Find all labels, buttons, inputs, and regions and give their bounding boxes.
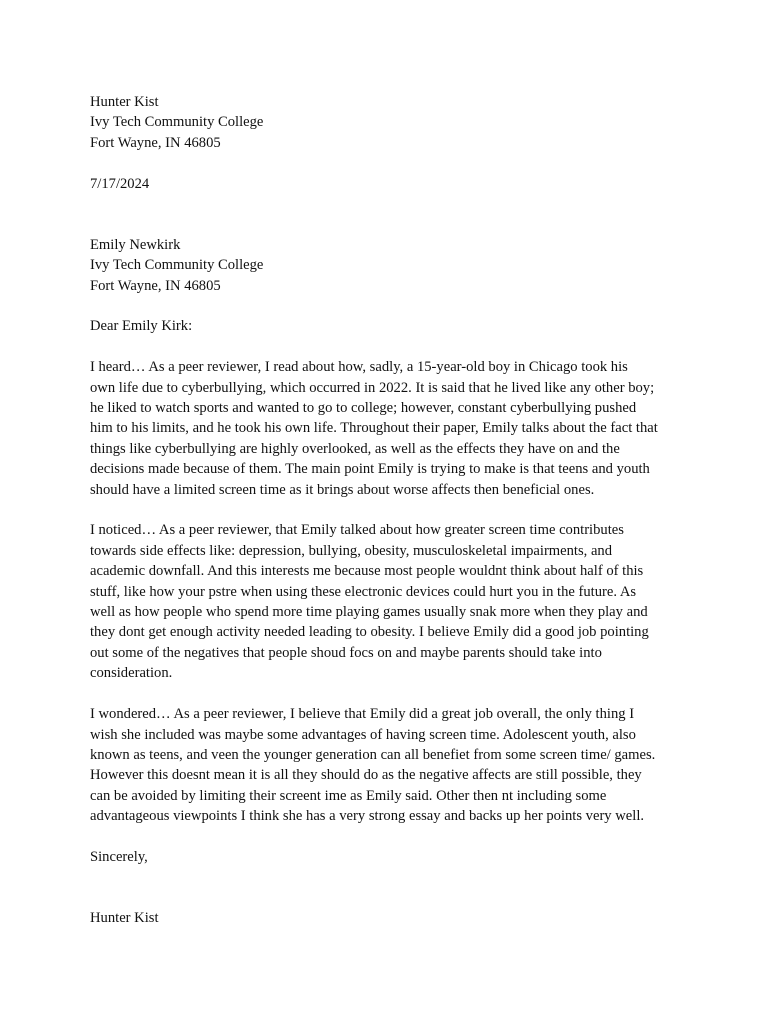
letter-date: 7/17/2024	[90, 175, 150, 192]
paragraph-line: out some of the negatives that people shoud focs on and maybe parents should take into	[90, 644, 602, 661]
paragraph-line: things like cyberbullying are highly overlooked, as well as the effects they have on and the	[90, 440, 620, 457]
paragraph-line: well as how people who spend more time playing games usually snak more when they play and	[90, 604, 648, 621]
sender-name: Hunter Kist	[90, 94, 159, 110]
paragraph-i-wondered	[90, 704, 682, 826]
paragraph-line: I heard… As a peer reviewer, I read about how, sadly, a 15-year-old boy in Chicago took his	[90, 359, 628, 376]
signature-name: Hunter Kist	[90, 910, 159, 927]
letter-body	[90, 92, 682, 929]
paragraph-line: I noticed… As a peer reviewer, that Emily talked about how greater screen time contributes	[90, 522, 624, 539]
paragraph-line: can be avoided by limiting their screent ime as Emily said. Other then nt including some	[90, 787, 607, 804]
paragraph-line: advantageous viewpoints I think she has a very strong essay and backs up her points very well.	[90, 808, 645, 825]
recipient-name: Emily Newkirk	[90, 236, 181, 253]
sender-city-state-zip: Fort Wayne, IN 46805	[90, 134, 221, 151]
recipient-address	[90, 235, 682, 296]
paragraph-i-noticed	[90, 520, 682, 683]
paragraph-i-heard	[90, 357, 682, 500]
paragraph-line: him to his limits, and he took his own life. Throughout their paper, Emily talks about the fact that	[90, 420, 658, 437]
paragraph-line: towards side effects like: depression, bullying, obesity, musculoskeletal impairments, and	[90, 542, 613, 559]
paragraph-line: should have a limited screen time as it brings about worse affects then beneficial ones.	[90, 481, 595, 498]
paragraph-line: known as teens, and veen the younger generation can all benefiet from some screen time/ games.	[90, 746, 656, 763]
paragraph-line: decisions made because of them. The main point Emily is trying to make is that teens and youth	[90, 461, 650, 478]
sender-address	[90, 92, 682, 153]
closing: Sincerely,	[90, 848, 148, 865]
recipient-city-state-zip: Fort Wayne, IN 46805	[90, 277, 221, 294]
salutation: Dear Emily Kirk:	[90, 318, 193, 335]
paragraph-line: stuff, like how your pstre when using these electronic devices could hurt you in the future. As	[90, 583, 637, 600]
paragraph-line: own life due to cyberbullying, which occurred in 2022. It is said that he lived like any other boy;	[90, 379, 655, 396]
paragraph-line: However this doesnt mean it is all they should do as the negative affects are still possible, they	[90, 767, 642, 784]
paragraph-line: he liked to watch sports and wanted to go to college; however, constant cyberbullying pushed	[90, 400, 637, 417]
paragraph-line: wish she included was maybe some advantages of having screen time. Adolescent youth, also	[90, 726, 636, 743]
sender-organization: Ivy Tech Community College	[90, 114, 264, 131]
paragraph-line: I wondered… As a peer reviewer, I believe that Emily did a great job overall, the only thing I	[90, 706, 635, 723]
paragraph-line: they dont get enough activity needed leading to obesity. I believe Emily did a good job pointing	[90, 624, 649, 641]
paragraph-line: consideration.	[90, 665, 173, 682]
recipient-organization: Ivy Tech Community College	[90, 257, 264, 274]
paragraph-line: academic downfall. And this interests me because most people wouldnt think about half of this	[90, 563, 644, 580]
